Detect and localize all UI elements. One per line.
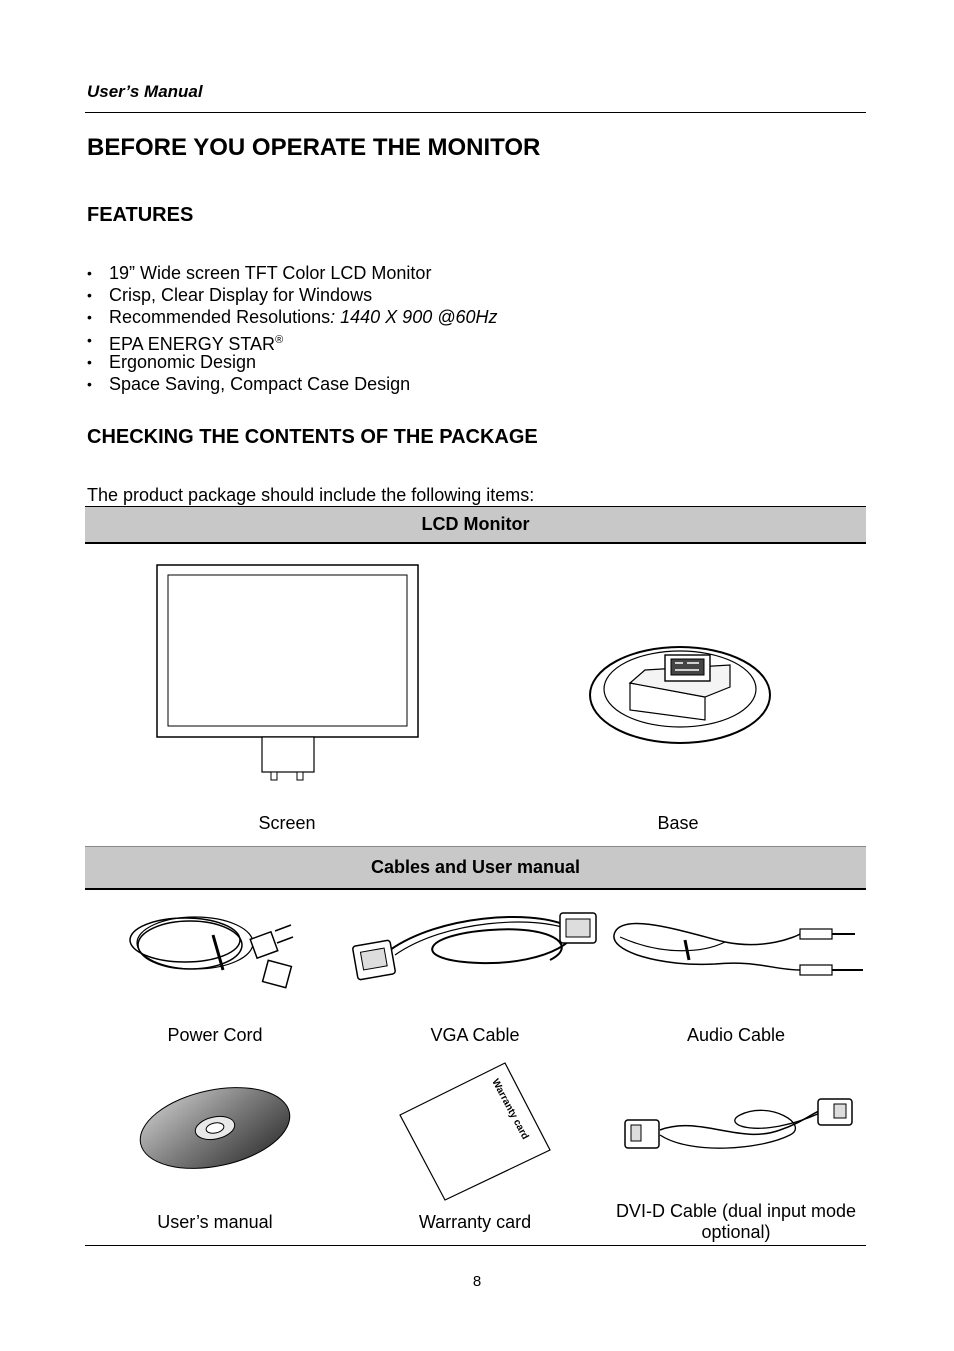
vga-cable-illustration bbox=[350, 905, 605, 995]
section-band-lcd-monitor: LCD Monitor bbox=[85, 506, 866, 544]
list-item: • 19” Wide screen TFT Color LCD Monitor bbox=[87, 263, 432, 283]
screen-illustration bbox=[150, 560, 430, 785]
audio-cable-illustration bbox=[605, 912, 865, 987]
caption-vga-cable: VGA Cable bbox=[430, 1025, 520, 1045]
cd-illustration bbox=[135, 1085, 295, 1175]
base-illustration bbox=[585, 625, 775, 755]
running-header: User’s Manual bbox=[87, 82, 203, 101]
table-bottom-rule bbox=[85, 1245, 866, 1246]
page-number: 8 bbox=[472, 1273, 482, 1290]
caption-base: Base bbox=[657, 813, 699, 833]
features-heading: FEATURES bbox=[87, 204, 194, 226]
page-title: BEFORE YOU OPERATE THE MONITOR bbox=[87, 134, 541, 161]
features-list bbox=[87, 262, 498, 395]
list-item: • Space Saving, Compact Case Design bbox=[87, 373, 411, 394]
warranty-card-illustration bbox=[395, 1055, 555, 1205]
caption-dvi-cable: DVI-D Cable (dual input mode optional) bbox=[615, 1201, 857, 1242]
warranty-card-label: Warranty card bbox=[489, 1077, 531, 1142]
list-item: • Crisp, Clear Display for Windows bbox=[87, 285, 373, 306]
caption-audio-cable: Audio Cable bbox=[686, 1025, 786, 1045]
package-heading: CHECKING THE CONTENTS OF THE PACKAGE bbox=[87, 426, 538, 448]
header-rule bbox=[85, 112, 866, 113]
list-item: • EPA ENERGY STAR® bbox=[87, 331, 284, 354]
caption-screen: Screen bbox=[258, 813, 316, 833]
package-intro: The product package should include the following items: bbox=[87, 485, 535, 505]
caption-warranty-card: Warranty card bbox=[418, 1212, 532, 1232]
section-band-cables: Cables and User manual bbox=[85, 846, 866, 890]
caption-power-cord: Power Cord bbox=[167, 1025, 263, 1045]
list-item: • Recommended Resolutions: 1440 X 900 @60Hz bbox=[87, 307, 498, 328]
dvi-cable-illustration bbox=[620, 1095, 860, 1165]
power-cord-illustration bbox=[125, 905, 305, 995]
caption-users-manual: User’s manual bbox=[157, 1212, 273, 1232]
list-item: • Ergonomic Design bbox=[87, 351, 257, 372]
